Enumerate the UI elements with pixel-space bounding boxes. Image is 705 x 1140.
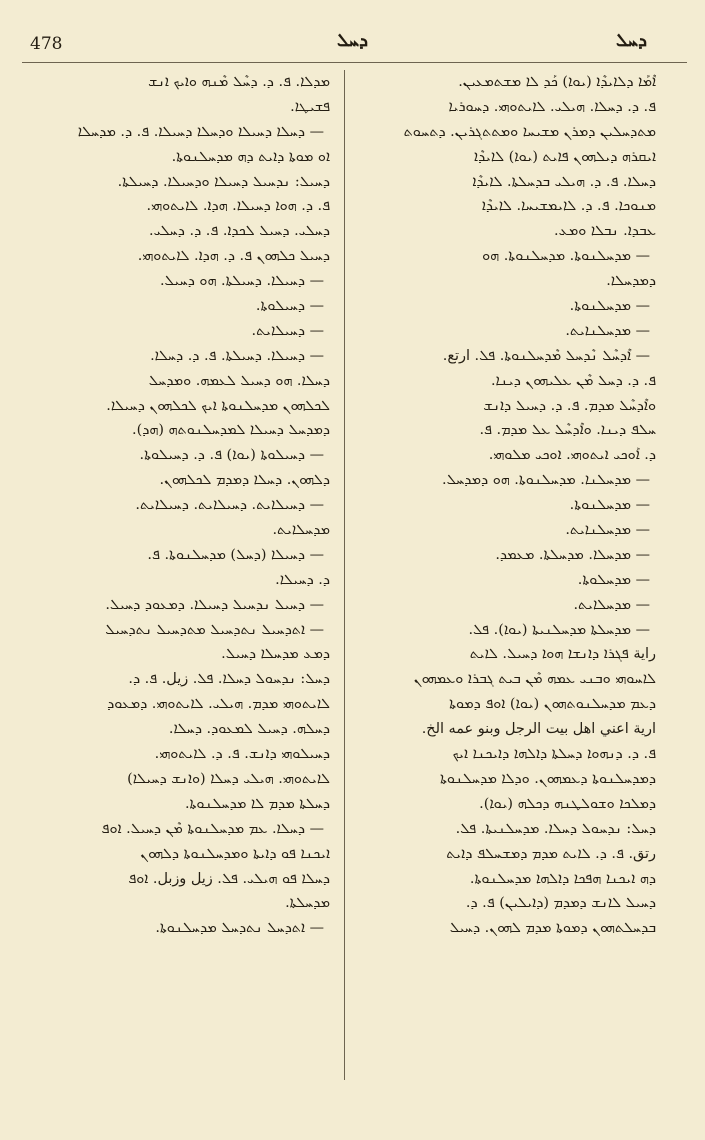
entry-line: ܕܡܕܚܠ ܕܚܝܠܐ ܠܡܕܚܠܢܘܬܗ (ܗܕ). xyxy=(132,422,330,439)
entry-line: ܕܡܥ ܡܕܚܠܐ ܕܚܝܠ. xyxy=(221,646,330,663)
left-column xyxy=(30,70,330,1080)
entry-line: ܠܟܠܗܘܢ ܡܕܚܠܢܘܬܐ ܐܝܟ ܠܟܠܗܘܢ ܕܚܝܠܐ. xyxy=(106,397,330,414)
entry-line: — ܕܚܝܠܐܝܬ. ܕܚܝܠܐܝܬ. ܕܚܝܠܐܝܬ. xyxy=(135,497,324,514)
entry-line: ܕܚܠ: ܢܕܚܘܠ ܕܚܠܐ. ܦܠ. زيل. ܦ. ܕ. xyxy=(128,671,330,688)
entry-line: ܕܥܡ ܡܕܚܠܢܘܬܗܘܢ (ܝܘܐ) ܐܘܦ ܕܡܘܬܐ xyxy=(449,696,656,713)
entry-line: ܦ. ܕ. ܕܚܠܐ. ܗܝܠܝ. ܠܐܝܬܘܗܝ. ܕܚܘܪܝܐ xyxy=(448,98,656,115)
entry-line: ܕܚܠܝ. ܕܚܝܠ ܠܟܕܐ. ܦ. ܕ. ܕܚܠܝ. xyxy=(149,223,330,240)
entry-line: ܕܚܠ: ܢܕܚܘܠ ܕܚܠܐ. ܡܕܚܠܢܝܬܐ. ܦܠ. xyxy=(455,820,656,837)
entry-line: ܕܡܕܚܠܢܘܬܐ ܕܥܡܗܘܢ. ܘܕܠܐ ܡܕܚܠܢܘܬܐ xyxy=(440,770,656,787)
entry-line: ܦܫܝܛܐ. xyxy=(290,98,330,115)
entry-line: رتق. ܦ. ܕ. ܠܐܝܬ ܡܕܡ ܕܡܫܚܠܦ ܕܐܝܬ xyxy=(446,845,656,862)
entry-line: ܥܒܕܐ. ܢܒܠܐ ܘܡܥ. xyxy=(554,223,656,240)
entry-line: — ܕܚܝܠܐܝܬ. xyxy=(251,322,324,339)
entry-line: — ܡܕܚܠܢܘܬܐ. ܡܕܚܠܢܘܬܐ. ܗܘ xyxy=(482,248,650,265)
entry-line: — ܐܬܕܚܝܠ ܢܬܕܚܝܠ ܡܬܕܚܝܠ ܢܬܕܚܝܠ xyxy=(105,621,324,638)
entry-line: ܚܠܦ ܕܝܢܐ. ܘܐܶܕܚܶܠ ܥܠ ܡܕܡ. ܦ. xyxy=(479,422,656,439)
entry-line: ܐܝܟܢܐ ܦܘ ܕܐܝܬܐ ܘܡܕܚܠܢܘܬܐ ܕܠܗܘܢ xyxy=(140,845,330,862)
entry-line: ܕܚܝܠܘܗܝ ܕܐܢܫ. ܦ. ܕ. ܠܐܝܬܘܗܝ. xyxy=(154,746,330,763)
entry-line: ܐܶܡܰܐ ܕܠܐܝܕܶܐ (ܝܘܐ) ܟܰܕ ܠܐ ܡܫܬܡܥܝܢ. xyxy=(458,74,656,90)
entry-line: — ܡܕܚܠܢܘܬܐ. xyxy=(569,298,650,315)
entry-line: — ܐܬܕܚܠ ܢܬܕܚܠ ܡܕܚܠܢܘܬܐ. xyxy=(155,920,324,937)
entry-line: ܡܢܘܟܐ. ܦ. ܕ. ܠܐܝܡܫܝܚܐ. ܠܐܝܕܶܐ xyxy=(481,198,656,215)
entry-line: ܕܚܝܠ: ܢܕܚܝܠ ܕܚܝܠܐ ܘܕܚܝܠܐ. ܕܚܝܠܬܐ. xyxy=(117,173,330,190)
entry-line: ܦ. ܕ. ܗܘܐ ܕܚܝܠܐ. ܗܕܐ. ܠܐܝܬܘܗܝ. xyxy=(146,198,330,215)
entry-line: — ܕܚܠܐ ܕܚܝܠܐ ܘܕܚܠܐ ܕܚܝܠܐ. ܦ. ܕ. ܡܕܚܠܐ xyxy=(77,123,324,140)
entry-line: ܕ. ܕܚܝܠܐ. xyxy=(275,571,330,588)
entry-line: ܠܐܝܬܘܗܝ. ܗܝܠܝ ܕܚܠܐ (ܘܐܢܫ ܕܚܝܠܐ) xyxy=(127,770,330,787)
entry-line: ܘܐܶܕܚܶܠ ܡܕܡ. ܦ. ܕ. ܕܚܝܠ ܕܐܢܫ xyxy=(483,397,656,414)
entry-line: — ܡܕܚܠܘܬܐ. xyxy=(577,571,650,588)
entry-line: — ܡܕܚܠܐ. ܡܕܚܠܬܐ. ܡܥܡܕ. xyxy=(495,546,650,563)
entry-line: — ܡܕܚܠܢܐܝܬ. xyxy=(565,522,650,539)
running-title: ܕܚܠ xyxy=(336,30,368,51)
entry-line: — ܕܚܝܠܐ. ܕܚܝܠܬܐ. ܦ. ܕ. ܕܚܠܐ. xyxy=(150,347,324,364)
entry-line: — ܕܚܠܐ. ܥܡ ܡܕܚܠܢܘܬܐ ܡܶܢ ܕܚܝܠ. ܐܘܦ xyxy=(101,820,324,837)
entry-line: ܡܕܚܠܬܐ. xyxy=(285,895,330,912)
entry-line: ܡܬܕܚܠܝܢ ܕܡܪܢ ܡܫܝܚܐ ܘܡܬܬܓܪܝܢ. ܕܬܚܘܬ xyxy=(403,123,656,140)
entry-line: ܕܡܠܟܐ ܘܫܘܠܛܢܗ ܕܟܠܗ (ܝܘܐ). xyxy=(479,795,656,812)
entry-line: ܕܚܠܗ. ܕܚܝܠ ܠܡܥܘܕ. ܕܚܠܐ. xyxy=(168,721,330,738)
right-headword: ܕܚܠ xyxy=(615,30,647,51)
entry-line: ܦ. ܕ. ܕܢܗܘܐ ܕܚܠܬܐ ܕܐܠܗܐ ܕܐܝܟܢܐ ܐܝܟ xyxy=(452,746,656,763)
entry-line: ܕܚܠܬܐ ܡܕܡ ܠܐ ܡܕܚܠܢܘܬܐ. xyxy=(184,795,330,812)
entry-line: ܕܚܝܠ ܟܠܗܘܢ ܦ. ܕ. ܗܕܐ. ܠܐܝܬܘܗܝ. xyxy=(137,248,330,265)
entry-line: — ܕܚܝܠ ܢܕܚܝܠ ܕܚܝܠܐ. ܕܡܥܘܕ ܕܚܝܠ. xyxy=(105,596,324,613)
entry-line: — ܡܕܚܠܢܘܬܐ. xyxy=(569,497,650,514)
entry-line: — ܕܚܝܠܘܬܐ. xyxy=(255,298,324,315)
entry-line: ܡܕܚܠܐܝܬ. xyxy=(272,522,330,539)
column-divider xyxy=(344,70,345,1080)
entry-line: ܕܚܠܐ. ܗܘ ܕܚܝܠ ܠܥܡܗ. ܘܡܕܚܠ xyxy=(148,372,330,389)
page-header xyxy=(0,26,705,60)
entry-line: — ܐܶܕܚܶܠ ܢܶܕܚܠ ܡܶܕܚܠܢܘܬܐ. ܦܠ. ارتع. xyxy=(442,347,650,364)
entry-line: ܕ. ܐܰܘܟܝ ܐܝܬܘܗܝ. ܐܘܟܝ ܡܠܘܗܝ. xyxy=(488,447,656,464)
entry-line: ܕܗ ܐܝܟܢܐ ܗܦܟܐ ܕܐܠܗܐ ܡܕܚܠܢܘܬܐ. xyxy=(469,870,656,887)
entry-line: — ܕܚܝܠܘܬܐ (ܝܘܐ) ܦ. ܕ. ܕܚܝܠܘܬܐ. xyxy=(139,447,324,464)
entry-line: — ܕܚܝܠܐ. ܕܚܝܠܬܐ. ܗܘ ܕܚܝܠ. xyxy=(159,273,324,290)
entry-line: — ܡܕܚܠܬܐ ܡܕܚܠܢܝܬܐ (ܝܘܐ). ܦܠ. xyxy=(468,621,650,638)
entry-line: — ܡܕܚܠܐܝܬ. xyxy=(573,596,650,613)
header-rule xyxy=(22,62,687,63)
entry-line: راية ܦܓܪܐ ܕܐܢܫܐ ܗܘܐ ܕܚܝܠ. ܠܐܝܬ xyxy=(469,646,656,663)
entry-line: ܐܘ ܡܘܬܐ ܕܐܝܬ ܕܗ ܡܕܚܠܢܘܬܐ. xyxy=(171,148,330,165)
entry-line: — ܕܚܝܠܐ (ܕܚܠ) ܡܕܚܠܢܘܬܐ. ܦ. xyxy=(147,546,324,563)
entry-line: ܡܕܠܐ. ܦ. ܕ. ܕܚܶܠ ܡܶܢܗ ܘܐܝܟ ܐܢܫ xyxy=(148,74,330,90)
right-column xyxy=(356,70,656,1080)
entry-line: ܐܝܩܪܗ ܕܝܠܗܘܢ ܦܐܝܬ (ܝܘܐ) ܠܐܝܕܶܐ xyxy=(474,148,656,165)
entry-line: ܕܚܠܐ ܦܘ ܗܝܠܝ. ܦܠ. زيل وزبل. ܐܘܦ xyxy=(128,870,330,887)
entry-line: ܕܡܕܚܠܐ. xyxy=(606,273,656,290)
entry-line: ܠܐܝܬܘܗܝ ܡܕܡ. ܗܝܠܝ. ܠܐܝܬܘܗܝ. ܕܡܥܘܕ xyxy=(107,696,330,713)
entry-line: — ܡܕܚܠܢܐܝܬ. xyxy=(565,322,650,339)
entry-line: ܕܠܗܘܢ. ܕܚܠܐ ܕܡܕܡ ܠܟܠܗܘܢ. xyxy=(159,472,330,489)
entry-line: ܕܚܝܠ ܠܐܢܫ ܕܡܕܡ (ܕܐܝܠܝܢ) ܦ. ܕ. xyxy=(465,895,656,912)
entry-line: — ܡܕܚܠܢܐ. ܡܕܚܠܢܘܬܐ. ܗܘ ܕܡܕܚܠ. xyxy=(442,472,650,489)
page-number: 478 xyxy=(30,34,63,54)
entry-line: ܦ. ܕ. ܕܚܠ ܡܶܢ ܥܠܝܗܘܢ ܕܝܢܐ. xyxy=(490,372,656,389)
entry-line: ܕܚܠܐ. ܦ. ܕ. ܗܝܠܝ ܒܕܚܠܬܐ. ܠܐܝܕܶܐ xyxy=(472,173,656,190)
entry-line: ܒܕܚܠܬܗܘܢ ܕܡܘܬܐ ܡܕܡ ܠܗܘܢ. ܕܚܝܠ xyxy=(449,920,656,937)
entry-line: ارية اعني اهل بيت الرجل وبنو عمه الخ. xyxy=(421,721,656,738)
entry-line: ܠܐܚܘܗܝ ܘܒܢܝ ܥܡܗ ܡܶܢ ܒܝܬ ܓܒܪܐ ܘܥܡܗܘܢ xyxy=(413,671,656,688)
